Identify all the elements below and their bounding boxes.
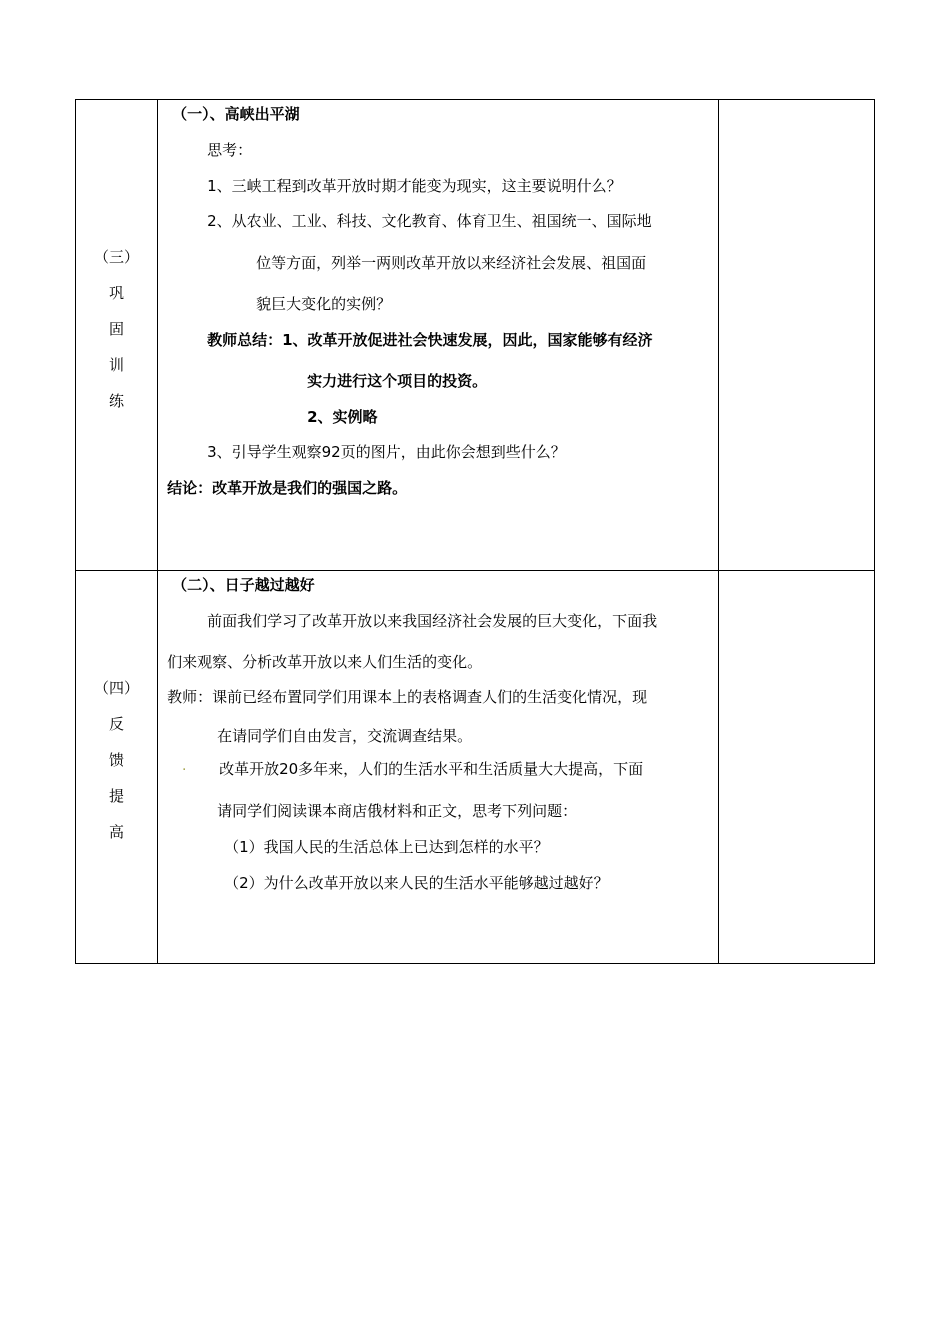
lesson-plan-table <box>75 99 875 964</box>
label-char: 训 <box>109 356 125 374</box>
conclusion-line: 结论：改革开放是我们的强国之路。 <box>167 479 408 497</box>
label-char: 提 <box>109 787 125 805</box>
text-line: 教师：课前已经布置同学们用课本上的表格调查人们的生活变化情况，现 <box>167 688 648 706</box>
label-char: 馈 <box>109 751 125 769</box>
text-line: 思考： <box>207 141 253 159</box>
text-line: 前面我们学习了改革开放以来我国经济社会发展的巨大变化，下面我 <box>207 612 658 630</box>
stray-mark: . <box>182 759 187 774</box>
label-char: （四） <box>94 679 140 697</box>
teacher-summary-line: 2、实例略 <box>307 408 378 426</box>
text-line: 貌巨大变化的实例？ <box>256 295 392 313</box>
section-label <box>76 670 157 850</box>
section-label <box>76 239 157 419</box>
text-line: 位等方面，列举一两则改革开放以来经济社会发展、祖国面 <box>256 254 647 272</box>
section-heading: （二）、日子越过越好 <box>172 576 315 594</box>
label-char: 高 <box>109 823 125 841</box>
label-char: 固 <box>109 320 125 338</box>
table-row <box>76 100 875 571</box>
section-heading: （一）、高峡出平湖 <box>172 105 300 123</box>
question-line: （2）为什么改革开放以来人民的生活水平能够越过越好？ <box>224 874 609 892</box>
label-char: 巩 <box>109 284 125 302</box>
text-line: 们来观察、分析改革开放以来人们生活的变化。 <box>167 653 483 671</box>
text-line: 1、三峡工程到改革开放时期才能变为现实，这主要说明什么？ <box>207 177 622 195</box>
notes-cell <box>718 571 874 964</box>
section-content-cell <box>158 571 719 964</box>
table-row <box>76 571 875 964</box>
text-line: 请同学们阅读课本商店俄材料和正文，思考下列问题： <box>217 802 578 820</box>
text-line: 2、从农业、工业、科技、文化教育、体育卫生、祖国统一、国际地 <box>207 212 652 230</box>
teacher-summary-line: 教师总结：1、改革开放促进社会快速发展，因此，国家能够有经济 <box>207 331 653 349</box>
text-line: 3、引导学生观察92页的图片，由此你会想到些什么？ <box>207 443 566 461</box>
section-content-cell <box>158 100 719 571</box>
section-label-cell <box>76 571 158 964</box>
label-char: 反 <box>109 715 125 733</box>
notes-cell <box>718 100 874 571</box>
text-line: 改革开放20多年来，人们的生活水平和生活质量大大提高，下面 <box>219 760 644 778</box>
question-line: （1）我国人民的生活总体上已达到怎样的水平？ <box>224 838 549 856</box>
label-char: 练 <box>109 392 125 410</box>
teacher-summary-line: 实力进行这个项目的投资。 <box>307 372 488 390</box>
label-char: （三） <box>94 248 140 266</box>
text-line: 在请同学们自由发言，交流调查结果。 <box>217 727 473 745</box>
section-label-cell <box>76 100 158 571</box>
